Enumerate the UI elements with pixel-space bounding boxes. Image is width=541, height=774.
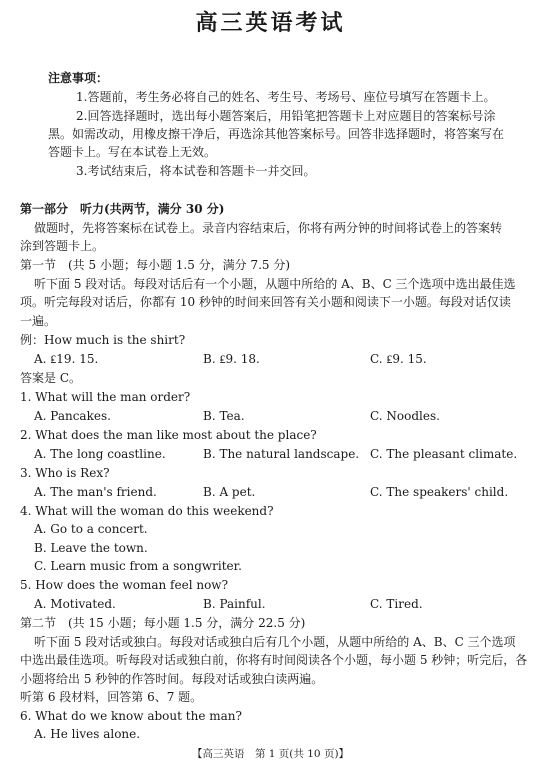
example-option-c: C. ₤9. 15. <box>370 352 427 366</box>
q1-option-a: A. Pancakes. <box>34 409 111 423</box>
q1-stem: 1. What will the man order? <box>20 390 191 404</box>
q5-option-c: C. Tired. <box>370 597 423 611</box>
q4-option-b: B. Leave the town. <box>34 541 148 555</box>
q2-option-c: C. The pleasant climate. <box>370 447 518 461</box>
section1-intro-a: 听下面 5 段对话。每段对话后有一个小题，从题中所给的 A、B、C 三个选项中选出最佳选 <box>34 277 516 291</box>
part1-intro-b: 涂到答题卡上。 <box>20 239 105 253</box>
q4-stem: 4. What will the woman do this weekend? <box>20 504 274 518</box>
example-question: 例：How much is the shirt? <box>20 333 186 347</box>
section1-intro-b: 项。听完每段对话后，你都有 10 秒钟的时间来回答有关小题和阅读下一小题。每段对话仅读 <box>20 295 511 309</box>
q3-stem: 3. Who is Rex? <box>20 466 110 480</box>
q1-option-b: B. Tea. <box>203 409 245 423</box>
example-option-b: B. ₤9. 18. <box>203 352 260 366</box>
section2-intro-b: 中选出最佳选项。听每段对话或独白前，你将有时间阅读各个小题，每小题 5 秒钟；听完后，各 <box>20 653 528 667</box>
notice-heading: 注意事项： <box>48 71 109 85</box>
part1-heading: 第一部分 听力(共两节，满分 30 分) <box>20 202 225 216</box>
q2-option-b: B. The natural landscape. <box>203 447 360 461</box>
material-6-note: 听第 6 段材料，回答第 6、7 题。 <box>20 690 203 704</box>
q3-option-a: A. The man's friend. <box>34 485 157 499</box>
exam-title: 高三英语考试 <box>195 11 346 36</box>
q2-stem: 2. What does the man like most about the place? <box>20 428 317 442</box>
q5-stem: 5. How does the woman feel now? <box>20 578 229 592</box>
example-option-a: A. ₤19. 15. <box>34 352 99 366</box>
q6-option-a: A. He lives alone. <box>34 727 141 741</box>
page-footer: 【高三英语 第 1 页(共 10 页)】 <box>191 748 350 760</box>
section2-intro-a: 听下面 5 段对话或独白。每段对话或独白后有几个小题，从题中所给的 A、B、C 三个选项 <box>34 635 516 649</box>
notice-line-2c: 答题卡上。写在本试卷上无效。 <box>48 145 217 159</box>
q5-option-b: B. Painful. <box>203 597 266 611</box>
q6-stem: 6. What do we know about the man? <box>20 709 242 723</box>
q2-option-a: A. The long coastline. <box>34 447 166 461</box>
notice-line-3: 3.考试结束后，将本试卷和答题卡一并交回。 <box>76 164 316 178</box>
q4-option-c: C. Learn music from a songwriter. <box>34 559 242 573</box>
part1-intro-a: 做题时，先将答案标在试卷上。录音内容结束后，你将有两分钟的时间将试卷上的答案转 <box>34 221 503 235</box>
q5-option-a: A. Motivated. <box>34 597 116 611</box>
section1-heading: 第一节 (共 5 小题；每小题 1.5 分，满分 7.5 分) <box>20 258 291 272</box>
notice-line-1: 1.答题前，考生务必将自己的姓名、考生号、考场号、座位号填写在答题卡上。 <box>76 90 496 104</box>
q3-option-c: C. The speakers' child. <box>370 485 509 499</box>
section2-intro-c: 小题将给出 5 秒钟的作答时间。每段对话或独白读两遍。 <box>20 672 324 686</box>
example-answer: 答案是 C。 <box>20 371 81 385</box>
notice-line-2b: 黑。如需改动，用橡皮擦干净后，再选涂其他答案标号。回答非选择题时，将答案写在 <box>48 127 505 141</box>
notice-line-2a: 2.回答选择题时，选出每小题答案后，用铅笔把答题卡上对应题目的答案标号涂 <box>76 109 496 123</box>
q4-option-a: A. Go to a concert. <box>34 522 148 536</box>
q3-option-b: B. A pet. <box>203 485 256 499</box>
section1-intro-c: 一遍。 <box>20 314 57 328</box>
section2-heading: 第二节 (共 15 小题；每小题 1.5 分，满分 22.5 分) <box>20 616 306 630</box>
q1-option-c: C. Noodles. <box>370 409 440 423</box>
